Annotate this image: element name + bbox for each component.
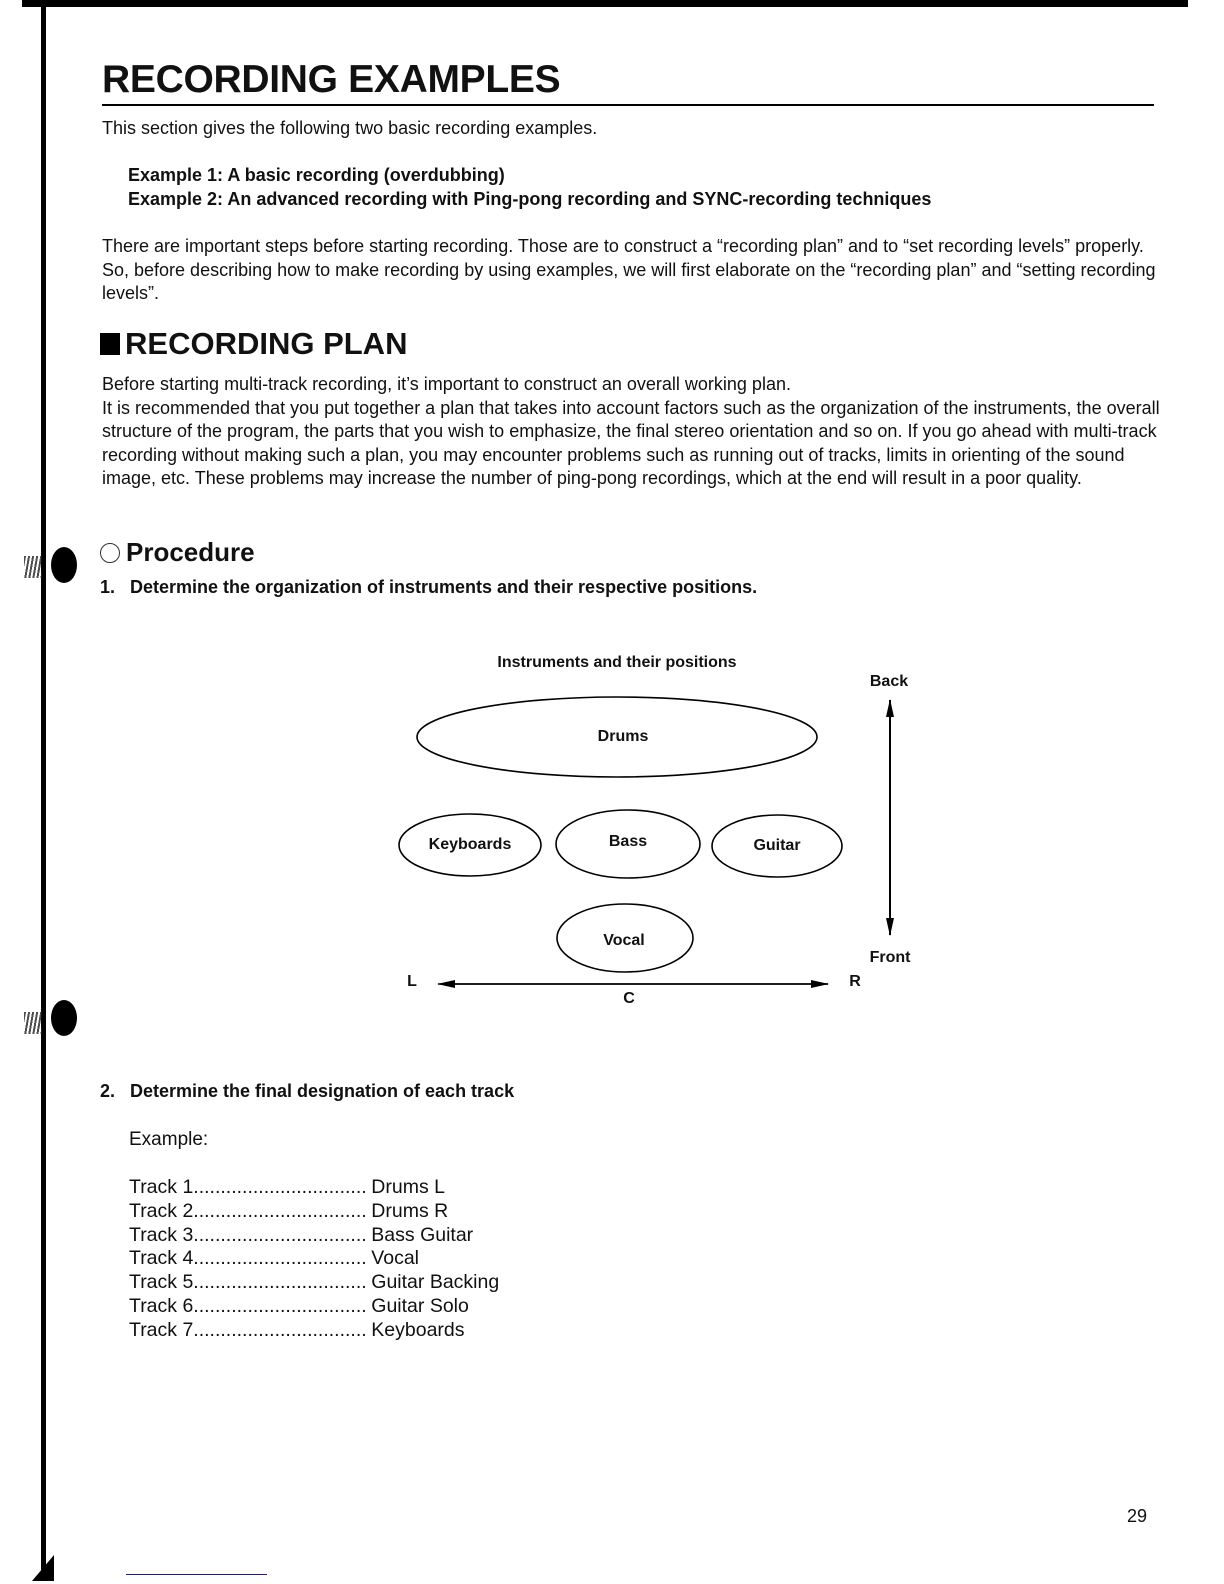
footer-rule (126, 1574, 267, 1575)
plan-paragraph: It is recommended that you put together a plan that takes into account factors such as the organization of the instruments, the overall structure of the program, the parts that you wish to emphasize, the final stereo orientation and so on. If you go ahead with multi-track recording without making such a plan, you may encounter problems such as running out of tracks, limits in orienting of the sound image, etc. These problems may increase the number of ping-pong recordings, which at the end will result in a poor quality. (102, 397, 1160, 489)
title-rule (102, 104, 1154, 106)
track-name: Track 6 (129, 1294, 194, 1317)
leader-dots: ................................ (193, 1223, 367, 1246)
scan-smudge (24, 556, 42, 578)
leader-dots: ................................ (193, 1271, 367, 1294)
plan-line: Before starting multi-track recording, it’s important to construct an overall working plan. (102, 374, 791, 394)
leader-dots: ................................ (193, 1318, 367, 1341)
binding-edge (41, 0, 46, 1570)
binding-edge-foot (32, 1555, 54, 1581)
track-row (129, 1271, 499, 1295)
track-name: Track 1 (129, 1176, 194, 1198)
leader-dots: ................................ (193, 1247, 367, 1270)
track-name: Track 2 (129, 1199, 194, 1222)
track-name: Track 4 (129, 1247, 194, 1270)
procedure-heading (100, 537, 255, 568)
center-label: C (623, 990, 635, 1007)
procedure-step (100, 577, 757, 598)
front-label: Front (869, 949, 911, 966)
diagram-title: Instruments and their positions (497, 654, 737, 671)
keyboards-label: Keyboards (428, 836, 512, 853)
step-text: Determine the final designation of each track (130, 1081, 515, 1101)
instrument-positions-diagram (390, 640, 930, 1020)
intro-paragraph: There are important steps before starting recording. Those are to construct a “recording plan” and to “set recording levels” properly. So, before describing how to make recording by using examples, we will first elaborate on the “recording plan” and “setting recording levels”. (102, 236, 1156, 304)
vocal-label: Vocal (603, 932, 645, 949)
example-item: Example 1: A basic recording (overdubbing) (128, 165, 505, 185)
track-name: Track 3 (129, 1223, 194, 1246)
examples-list (128, 163, 931, 211)
punch-hole (51, 547, 77, 583)
example-item: Example 2: An advanced recording with Ping-pong recording and SYNC-recording techniques (128, 189, 932, 209)
track-row (129, 1319, 499, 1343)
step-number: 1. (100, 577, 116, 597)
leader-dots: ................................ (193, 1199, 367, 1222)
leader-dots: ................................ (193, 1294, 367, 1317)
diagram-shapes (390, 640, 930, 1020)
track-value: Drums R (371, 1199, 449, 1222)
step-text: Determine the organization of instruments and their respective positions. (130, 577, 758, 597)
example-label: Example: (129, 1129, 209, 1150)
scan-smudge (24, 1012, 42, 1034)
track-row (129, 1176, 499, 1200)
procedure-step (100, 1081, 514, 1102)
procedure-heading-text: Procedure (126, 537, 255, 567)
intro-text: This section gives the following two basic recording examples. (102, 118, 598, 138)
recording-plan-text (102, 373, 1162, 491)
drums-label: Drums (597, 728, 649, 745)
track-name: Track 7 (129, 1318, 194, 1341)
section-heading-recording-plan (100, 326, 407, 362)
track-list (129, 1176, 499, 1343)
track-value: Keyboards (371, 1318, 465, 1341)
track-value: Bass Guitar (371, 1223, 474, 1246)
step-number: 2. (100, 1081, 116, 1101)
track-value: Guitar Backing (371, 1271, 500, 1294)
page-title: RECORDING EXAMPLES (102, 58, 561, 101)
track-row (129, 1200, 499, 1224)
circle-bullet-icon (100, 543, 120, 563)
punch-hole (51, 1000, 77, 1036)
square-bullet-icon (100, 333, 120, 355)
track-row (129, 1295, 499, 1319)
right-label: R (849, 973, 861, 990)
page-number: 29 (1127, 1506, 1148, 1526)
scan-top-edge (22, 0, 1188, 7)
guitar-label: Guitar (753, 837, 801, 854)
track-value: Vocal (371, 1247, 419, 1270)
section-heading-text: RECORDING PLAN (125, 326, 408, 361)
leader-dots: ................................ (193, 1176, 367, 1198)
track-row (129, 1247, 499, 1271)
back-label: Back (869, 673, 909, 690)
left-label: L (407, 973, 417, 990)
track-value: Drums L (371, 1176, 445, 1198)
track-row (129, 1224, 499, 1248)
track-name: Track 5 (129, 1271, 194, 1294)
bass-label: Bass (608, 833, 648, 850)
track-value: Guitar Solo (371, 1294, 469, 1317)
